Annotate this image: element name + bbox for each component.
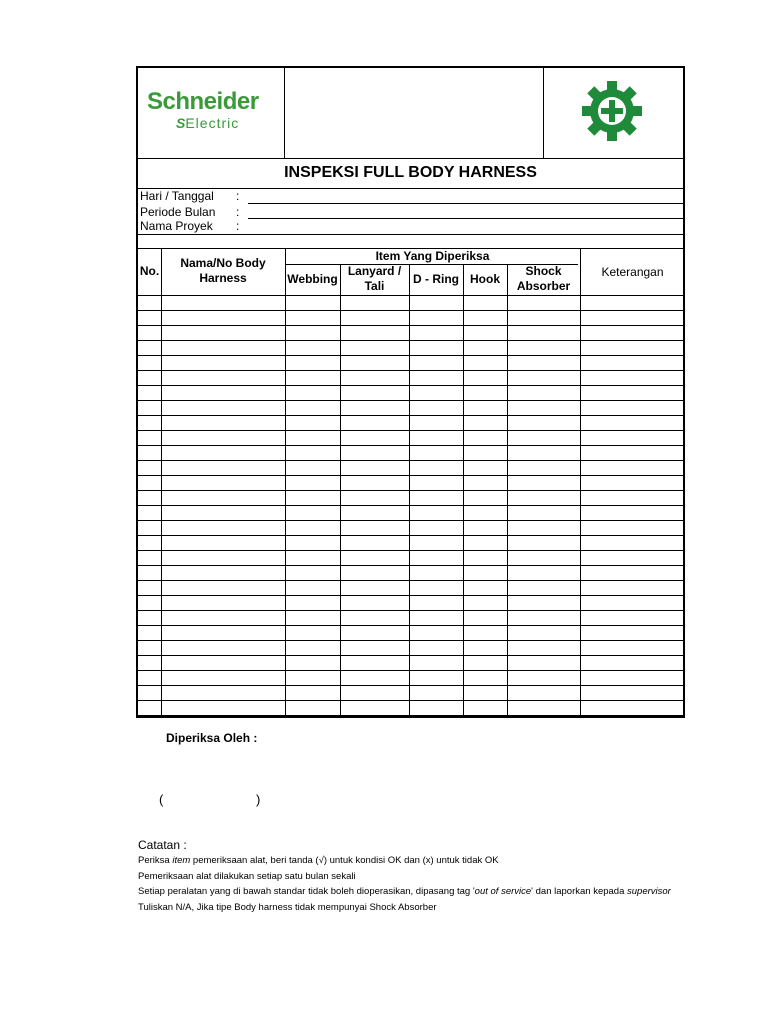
note-4: Tuliskan N/A, Jika tipe Body harness tidak mempunyai Shock Absorber bbox=[138, 902, 437, 913]
form-title: INSPEKSI FULL BODY HARNESS bbox=[284, 164, 537, 181]
project-label: Nama Proyek bbox=[140, 219, 213, 233]
logo-s-icon: S bbox=[176, 115, 186, 131]
period-field[interactable] bbox=[248, 218, 683, 219]
inspection-table-grid bbox=[138, 248, 683, 718]
col-name: Nama/No Body Harness bbox=[180, 256, 266, 285]
logo-wordmark: Schneider bbox=[147, 88, 259, 115]
col-dring: D - Ring bbox=[413, 272, 459, 286]
signature-close-paren: ) bbox=[256, 792, 261, 807]
col-no: No. bbox=[139, 264, 160, 278]
note-2: Pemeriksaan alat dilakukan setiap satu bulan sekali bbox=[138, 871, 356, 882]
col-webbing: Webbing bbox=[287, 272, 338, 286]
checked-by-label: Diperiksa Oleh : bbox=[166, 731, 258, 745]
date-label: Hari / Tanggal bbox=[140, 189, 214, 203]
period-colon: : bbox=[236, 205, 240, 219]
note-3: Setiap peralatan yang di bawah standar tidak boleh dioperasikan, dipasang tag 'out of service' dan laporkan kepada supervisor bbox=[138, 886, 671, 897]
col-lanyard: Lanyard / Tali bbox=[347, 264, 402, 293]
period-label: Periode Bulan bbox=[140, 205, 216, 219]
project-colon: : bbox=[236, 219, 240, 233]
logo-subtext: SElectric bbox=[176, 115, 240, 131]
inspection-form bbox=[136, 66, 685, 718]
inspected-items-header: Item Yang Diperiksa bbox=[375, 249, 490, 263]
col-hook: Hook bbox=[470, 272, 500, 286]
date-field[interactable] bbox=[248, 203, 683, 204]
signature-open-paren: ( bbox=[159, 792, 164, 807]
col-shock: Shock Absorber bbox=[516, 264, 571, 293]
date-colon: : bbox=[236, 189, 240, 203]
col-remarks: Keterangan bbox=[601, 265, 664, 279]
note-1: Periksa item pemeriksaan alat, beri tanda (√) untuk kondisi OK dan (x) untuk tidak OK bbox=[138, 855, 499, 866]
notes-heading: Catatan : bbox=[138, 838, 187, 852]
company-logo bbox=[138, 68, 285, 158]
gear-cross-icon bbox=[579, 78, 645, 144]
